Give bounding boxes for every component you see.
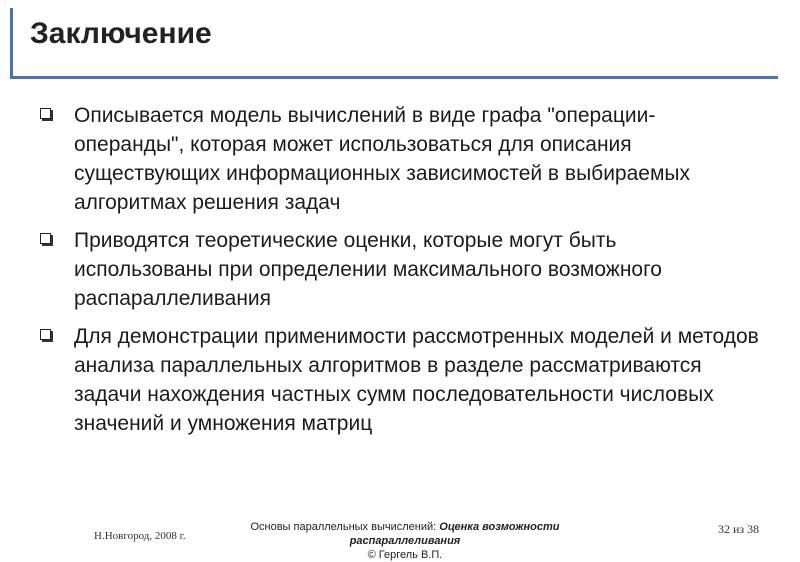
slide-title: Заключение	[30, 17, 212, 50]
bullet-list	[40, 101, 760, 447]
footer-location-date: Н.Новгород, 2008 г.	[94, 530, 186, 542]
checkbox-bullet-icon	[40, 108, 51, 119]
bullet-item	[40, 101, 760, 217]
footer-author: © Гергель В.П.	[367, 549, 443, 561]
page-number: 32 из 38	[718, 522, 760, 536]
footer-course-info	[200, 520, 610, 562]
bullet-item	[40, 226, 760, 313]
bullet-text: Описывается модель вычислений в виде графа "операции-операнды", которая может использоваться для описания существующих информационных зависимостей в выбираемых алгоритмах решения задач	[74, 104, 691, 214]
slide-footer	[0, 516, 800, 561]
checkbox-bullet-icon	[40, 233, 51, 244]
bullet-text: Приводятся теоретические оценки, которые могут быть использованы при определении максимального возможного распараллеливания	[74, 229, 662, 310]
checkbox-bullet-icon	[40, 329, 51, 340]
footer-course-name: Основы параллельных вычислений:	[250, 521, 437, 533]
bullet-item	[40, 322, 760, 438]
bullet-text: Для демонстрации применимости рассмотренных моделей и методов анализа параллельных алгоритмов в разделе рассматриваются задачи нахождения частных сумм последовательности числовых значений и умножения матриц	[74, 325, 759, 435]
footer-topic: Оценка возможности распараллеливания	[349, 521, 560, 547]
